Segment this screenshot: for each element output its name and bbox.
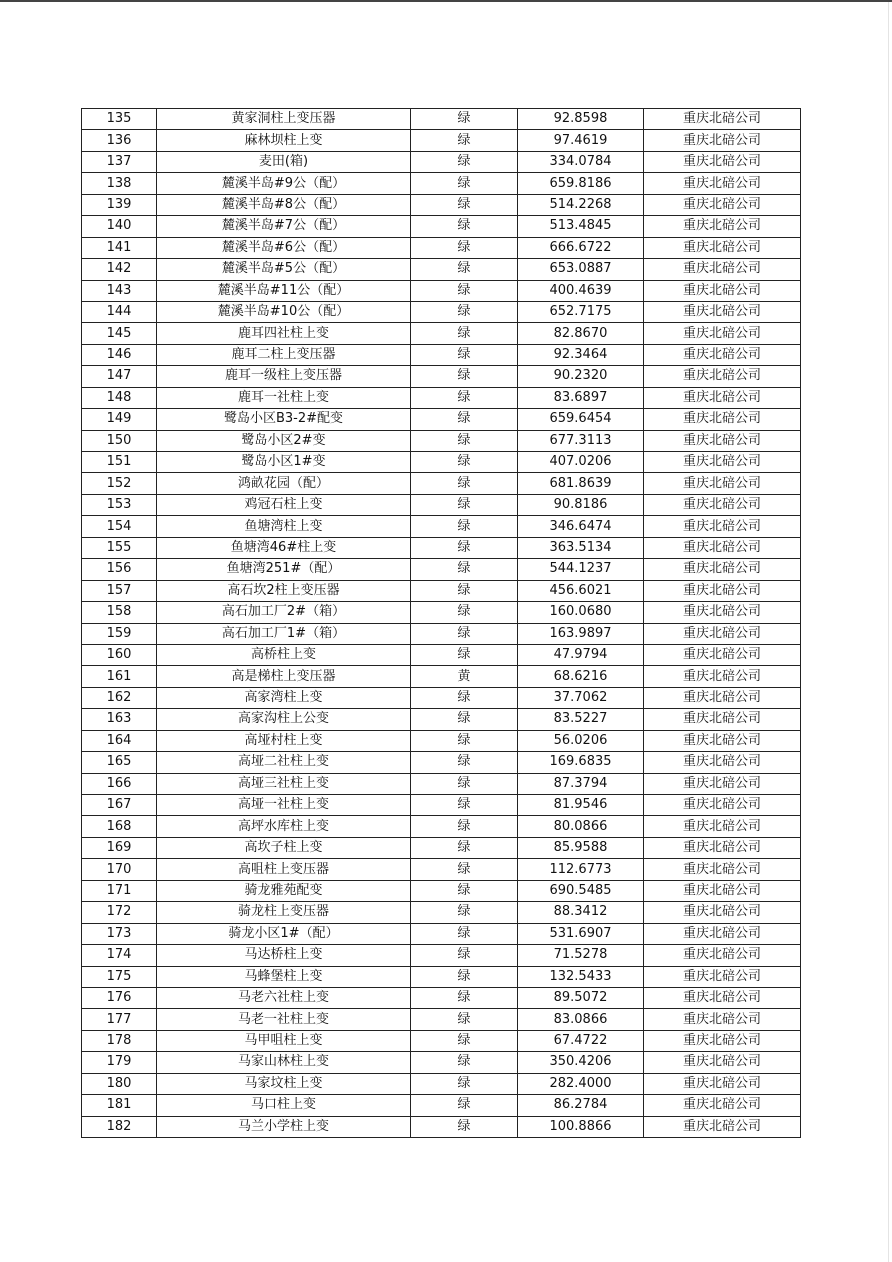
company-cell: 重庆北碚公司 <box>644 516 801 537</box>
row-number-cell: 166 <box>82 773 157 794</box>
transformer-name-cell: 高是梯柱上变压器 <box>157 666 411 687</box>
table-row <box>82 516 801 537</box>
transformer-name-cell: 高家湾柱上变 <box>157 687 411 708</box>
company-cell: 重庆北碚公司 <box>644 602 801 623</box>
status-color-cell: 黄 <box>411 666 518 687</box>
table-row <box>82 752 801 773</box>
company-cell: 重庆北碚公司 <box>644 151 801 172</box>
transformer-name-cell: 鹭岛小区B3-2#配变 <box>157 409 411 430</box>
table-row <box>82 537 801 558</box>
transformer-name-cell: 麓溪半岛#11公（配） <box>157 280 411 301</box>
row-number-cell: 163 <box>82 709 157 730</box>
row-number-cell: 155 <box>82 537 157 558</box>
company-cell: 重庆北碚公司 <box>644 923 801 944</box>
row-number-cell: 168 <box>82 816 157 837</box>
row-number-cell: 138 <box>82 173 157 194</box>
company-cell: 重庆北碚公司 <box>644 537 801 558</box>
row-number-cell: 145 <box>82 323 157 344</box>
table-row <box>82 194 801 215</box>
row-number-cell: 177 <box>82 1009 157 1030</box>
status-color-cell: 绿 <box>411 323 518 344</box>
transformer-name-cell: 鹭岛小区1#变 <box>157 452 411 473</box>
table-row <box>82 730 801 751</box>
value-cell: 677.3113 <box>518 430 644 451</box>
row-number-cell: 170 <box>82 859 157 880</box>
table-row <box>82 880 801 901</box>
row-number-cell: 182 <box>82 1116 157 1137</box>
status-color-cell: 绿 <box>411 923 518 944</box>
company-cell: 重庆北碚公司 <box>644 344 801 365</box>
value-cell: 87.3794 <box>518 773 644 794</box>
value-cell: 346.6474 <box>518 516 644 537</box>
table-row <box>82 580 801 601</box>
value-cell: 163.9897 <box>518 623 644 644</box>
transformer-name-cell: 高石加工厂2#（箱） <box>157 602 411 623</box>
row-number-cell: 148 <box>82 387 157 408</box>
status-color-cell: 绿 <box>411 516 518 537</box>
table-row <box>82 859 801 880</box>
company-cell: 重庆北碚公司 <box>644 1116 801 1137</box>
status-color-cell: 绿 <box>411 602 518 623</box>
company-cell: 重庆北碚公司 <box>644 409 801 430</box>
row-number-cell: 143 <box>82 280 157 301</box>
row-number-cell: 165 <box>82 752 157 773</box>
table-row <box>82 602 801 623</box>
status-color-cell: 绿 <box>411 301 518 322</box>
status-color-cell: 绿 <box>411 473 518 494</box>
row-number-cell: 169 <box>82 837 157 858</box>
status-color-cell: 绿 <box>411 344 518 365</box>
status-color-cell: 绿 <box>411 1116 518 1137</box>
row-number-cell: 176 <box>82 987 157 1008</box>
status-color-cell: 绿 <box>411 773 518 794</box>
row-number-cell: 147 <box>82 366 157 387</box>
company-cell: 重庆北碚公司 <box>644 1073 801 1094</box>
transformer-name-cell: 高垭一社柱上变 <box>157 795 411 816</box>
status-color-cell: 绿 <box>411 1052 518 1073</box>
value-cell: 88.3412 <box>518 902 644 923</box>
transformer-name-cell: 鸡冠石柱上变 <box>157 494 411 515</box>
status-color-cell: 绿 <box>411 752 518 773</box>
transformer-name-cell: 鹿耳二柱上变压器 <box>157 344 411 365</box>
company-cell: 重庆北碚公司 <box>644 366 801 387</box>
transformer-name-cell: 马家坟柱上变 <box>157 1073 411 1094</box>
status-color-cell: 绿 <box>411 109 518 130</box>
value-cell: 513.4845 <box>518 216 644 237</box>
status-color-cell: 绿 <box>411 880 518 901</box>
table-row <box>82 216 801 237</box>
table-row <box>82 773 801 794</box>
value-cell: 544.1237 <box>518 559 644 580</box>
transformer-name-cell: 鸿畝花园（配） <box>157 473 411 494</box>
company-cell: 重庆北碚公司 <box>644 194 801 215</box>
value-cell: 100.8866 <box>518 1116 644 1137</box>
row-number-cell: 150 <box>82 430 157 451</box>
transformer-name-cell: 高桥柱上变 <box>157 644 411 665</box>
status-color-cell: 绿 <box>411 216 518 237</box>
row-number-cell: 179 <box>82 1052 157 1073</box>
status-color-cell: 绿 <box>411 130 518 151</box>
status-color-cell: 绿 <box>411 430 518 451</box>
company-cell: 重庆北碚公司 <box>644 902 801 923</box>
table-row <box>82 923 801 944</box>
company-cell: 重庆北碚公司 <box>644 259 801 280</box>
value-cell: 67.4722 <box>518 1030 644 1051</box>
value-cell: 86.2784 <box>518 1095 644 1116</box>
row-number-cell: 167 <box>82 795 157 816</box>
row-number-cell: 172 <box>82 902 157 923</box>
status-color-cell: 绿 <box>411 859 518 880</box>
company-cell: 重庆北碚公司 <box>644 709 801 730</box>
status-color-cell: 绿 <box>411 194 518 215</box>
company-cell: 重庆北碚公司 <box>644 323 801 344</box>
row-number-cell: 173 <box>82 923 157 944</box>
value-cell: 681.8639 <box>518 473 644 494</box>
table-row <box>82 945 801 966</box>
transformer-name-cell: 马达桥柱上变 <box>157 945 411 966</box>
value-cell: 690.5485 <box>518 880 644 901</box>
company-cell: 重庆北碚公司 <box>644 109 801 130</box>
company-cell: 重庆北碚公司 <box>644 1030 801 1051</box>
status-color-cell: 绿 <box>411 409 518 430</box>
value-cell: 400.4639 <box>518 280 644 301</box>
value-cell: 85.9588 <box>518 837 644 858</box>
value-cell: 90.2320 <box>518 366 644 387</box>
row-number-cell: 149 <box>82 409 157 430</box>
table-row <box>82 816 801 837</box>
value-cell: 659.6454 <box>518 409 644 430</box>
value-cell: 71.5278 <box>518 945 644 966</box>
row-number-cell: 160 <box>82 644 157 665</box>
row-number-cell: 175 <box>82 966 157 987</box>
table-row <box>82 1073 801 1094</box>
transformer-name-cell: 麓溪半岛#7公（配） <box>157 216 411 237</box>
transformer-name-cell: 骑龙小区1#（配） <box>157 923 411 944</box>
company-cell: 重庆北碚公司 <box>644 216 801 237</box>
page-top-border <box>0 0 892 2</box>
status-color-cell: 绿 <box>411 1030 518 1051</box>
row-number-cell: 158 <box>82 602 157 623</box>
transformer-name-cell: 高石坎2柱上变压器 <box>157 580 411 601</box>
table-row <box>82 644 801 665</box>
transformer-name-cell: 高垭村柱上变 <box>157 730 411 751</box>
transformer-name-cell: 马家山林柱上变 <box>157 1052 411 1073</box>
company-cell: 重庆北碚公司 <box>644 173 801 194</box>
value-cell: 653.0887 <box>518 259 644 280</box>
company-cell: 重庆北碚公司 <box>644 1095 801 1116</box>
value-cell: 37.7062 <box>518 687 644 708</box>
value-cell: 97.4619 <box>518 130 644 151</box>
table-row <box>82 966 801 987</box>
value-cell: 112.6773 <box>518 859 644 880</box>
status-color-cell: 绿 <box>411 816 518 837</box>
transformer-name-cell: 麦田(箱) <box>157 151 411 172</box>
row-number-cell: 161 <box>82 666 157 687</box>
table-row <box>82 494 801 515</box>
table-row <box>82 795 801 816</box>
table-row <box>82 409 801 430</box>
status-color-cell: 绿 <box>411 280 518 301</box>
transformer-name-cell: 骑龙柱上变压器 <box>157 902 411 923</box>
row-number-cell: 157 <box>82 580 157 601</box>
table-row <box>82 1009 801 1030</box>
table-row <box>82 987 801 1008</box>
transformer-name-cell: 鹭岛小区2#变 <box>157 430 411 451</box>
row-number-cell: 151 <box>82 452 157 473</box>
value-cell: 81.9546 <box>518 795 644 816</box>
status-color-cell: 绿 <box>411 387 518 408</box>
status-color-cell: 绿 <box>411 366 518 387</box>
company-cell: 重庆北碚公司 <box>644 773 801 794</box>
table-row <box>82 130 801 151</box>
row-number-cell: 171 <box>82 880 157 901</box>
value-cell: 68.6216 <box>518 666 644 687</box>
table-row <box>82 259 801 280</box>
value-cell: 83.6897 <box>518 387 644 408</box>
transformer-name-cell: 高坪水库柱上变 <box>157 816 411 837</box>
transformer-name-cell: 麓溪半岛#5公（配） <box>157 259 411 280</box>
page-right-edge <box>888 2 889 1262</box>
transformer-name-cell: 麓溪半岛#10公（配） <box>157 301 411 322</box>
value-cell: 350.4206 <box>518 1052 644 1073</box>
row-number-cell: 139 <box>82 194 157 215</box>
status-color-cell: 绿 <box>411 1073 518 1094</box>
transformer-name-cell: 高石加工厂1#（箱） <box>157 623 411 644</box>
table-row <box>82 473 801 494</box>
transformer-name-cell: 鹿耳一社柱上变 <box>157 387 411 408</box>
status-color-cell: 绿 <box>411 945 518 966</box>
value-cell: 531.6907 <box>518 923 644 944</box>
status-color-cell: 绿 <box>411 730 518 751</box>
table-row <box>82 837 801 858</box>
company-cell: 重庆北碚公司 <box>644 752 801 773</box>
table-row <box>82 623 801 644</box>
table-row <box>82 387 801 408</box>
row-number-cell: 156 <box>82 559 157 580</box>
company-cell: 重庆北碚公司 <box>644 644 801 665</box>
table-row <box>82 237 801 258</box>
status-color-cell: 绿 <box>411 537 518 558</box>
company-cell: 重庆北碚公司 <box>644 945 801 966</box>
transformer-name-cell: 黄家洞柱上变压器 <box>157 109 411 130</box>
value-cell: 652.7175 <box>518 301 644 322</box>
row-number-cell: 152 <box>82 473 157 494</box>
table-row <box>82 344 801 365</box>
row-number-cell: 135 <box>82 109 157 130</box>
transformer-name-cell: 高咀柱上变压器 <box>157 859 411 880</box>
company-cell: 重庆北碚公司 <box>644 1052 801 1073</box>
status-color-cell: 绿 <box>411 902 518 923</box>
company-cell: 重庆北碚公司 <box>644 237 801 258</box>
status-color-cell: 绿 <box>411 987 518 1008</box>
row-number-cell: 146 <box>82 344 157 365</box>
row-number-cell: 136 <box>82 130 157 151</box>
transformer-name-cell: 鹿耳一级柱上变压器 <box>157 366 411 387</box>
transformer-name-cell: 马口柱上变 <box>157 1095 411 1116</box>
status-color-cell: 绿 <box>411 687 518 708</box>
transformer-table <box>81 108 801 1138</box>
company-cell: 重庆北碚公司 <box>644 816 801 837</box>
company-cell: 重庆北碚公司 <box>644 987 801 1008</box>
row-number-cell: 178 <box>82 1030 157 1051</box>
company-cell: 重庆北碚公司 <box>644 280 801 301</box>
row-number-cell: 144 <box>82 301 157 322</box>
value-cell: 659.8186 <box>518 173 644 194</box>
value-cell: 56.0206 <box>518 730 644 751</box>
table-row <box>82 902 801 923</box>
company-cell: 重庆北碚公司 <box>644 130 801 151</box>
value-cell: 132.5433 <box>518 966 644 987</box>
value-cell: 363.5134 <box>518 537 644 558</box>
transformer-name-cell: 麓溪半岛#9公（配） <box>157 173 411 194</box>
row-number-cell: 164 <box>82 730 157 751</box>
transformer-name-cell: 马兰小学柱上变 <box>157 1116 411 1137</box>
company-cell: 重庆北碚公司 <box>644 1009 801 1030</box>
transformer-name-cell: 骑龙雅苑配变 <box>157 880 411 901</box>
status-color-cell: 绿 <box>411 259 518 280</box>
status-color-cell: 绿 <box>411 151 518 172</box>
row-number-cell: 154 <box>82 516 157 537</box>
status-color-cell: 绿 <box>411 795 518 816</box>
transformer-name-cell: 鹿耳四社柱上变 <box>157 323 411 344</box>
table-row <box>82 1052 801 1073</box>
company-cell: 重庆北碚公司 <box>644 666 801 687</box>
value-cell: 456.6021 <box>518 580 644 601</box>
transformer-name-cell: 马甲咀柱上变 <box>157 1030 411 1051</box>
value-cell: 92.8598 <box>518 109 644 130</box>
table-row <box>82 709 801 730</box>
company-cell: 重庆北碚公司 <box>644 559 801 580</box>
value-cell: 83.0866 <box>518 1009 644 1030</box>
company-cell: 重庆北碚公司 <box>644 880 801 901</box>
row-number-cell: 174 <box>82 945 157 966</box>
row-number-cell: 162 <box>82 687 157 708</box>
company-cell: 重庆北碚公司 <box>644 795 801 816</box>
row-number-cell: 153 <box>82 494 157 515</box>
table-row <box>82 366 801 387</box>
value-cell: 47.9794 <box>518 644 644 665</box>
row-number-cell: 137 <box>82 151 157 172</box>
transformer-name-cell: 高坎子柱上变 <box>157 837 411 858</box>
company-cell: 重庆北碚公司 <box>644 837 801 858</box>
status-color-cell: 绿 <box>411 623 518 644</box>
value-cell: 90.8186 <box>518 494 644 515</box>
row-number-cell: 181 <box>82 1095 157 1116</box>
value-cell: 407.0206 <box>518 452 644 473</box>
status-color-cell: 绿 <box>411 1009 518 1030</box>
value-cell: 92.3464 <box>518 344 644 365</box>
status-color-cell: 绿 <box>411 580 518 601</box>
company-cell: 重庆北碚公司 <box>644 623 801 644</box>
value-cell: 89.5072 <box>518 987 644 1008</box>
table-row <box>82 301 801 322</box>
status-color-cell: 绿 <box>411 559 518 580</box>
transformer-name-cell: 马老一社柱上变 <box>157 1009 411 1030</box>
transformer-name-cell: 高垭二社柱上变 <box>157 752 411 773</box>
company-cell: 重庆北碚公司 <box>644 430 801 451</box>
company-cell: 重庆北碚公司 <box>644 494 801 515</box>
table-row <box>82 1116 801 1137</box>
transformer-name-cell: 鱼塘湾251#（配） <box>157 559 411 580</box>
table-row <box>82 173 801 194</box>
transformer-name-cell: 高家沟柱上公变 <box>157 709 411 730</box>
value-cell: 666.6722 <box>518 237 644 258</box>
status-color-cell: 绿 <box>411 173 518 194</box>
status-color-cell: 绿 <box>411 1095 518 1116</box>
company-cell: 重庆北碚公司 <box>644 966 801 987</box>
transformer-name-cell: 麓溪半岛#8公（配） <box>157 194 411 215</box>
value-cell: 169.6835 <box>518 752 644 773</box>
value-cell: 514.2268 <box>518 194 644 215</box>
table-body <box>82 109 801 1138</box>
company-cell: 重庆北碚公司 <box>644 452 801 473</box>
table-row <box>82 280 801 301</box>
status-color-cell: 绿 <box>411 644 518 665</box>
status-color-cell: 绿 <box>411 452 518 473</box>
value-cell: 80.0866 <box>518 816 644 837</box>
value-cell: 83.5227 <box>518 709 644 730</box>
row-number-cell: 140 <box>82 216 157 237</box>
transformer-name-cell: 高垭三社柱上变 <box>157 773 411 794</box>
table-row <box>82 666 801 687</box>
table-row <box>82 452 801 473</box>
status-color-cell: 绿 <box>411 837 518 858</box>
transformer-name-cell: 鱼塘湾柱上变 <box>157 516 411 537</box>
company-cell: 重庆北碚公司 <box>644 580 801 601</box>
value-cell: 82.8670 <box>518 323 644 344</box>
company-cell: 重庆北碚公司 <box>644 730 801 751</box>
row-number-cell: 141 <box>82 237 157 258</box>
company-cell: 重庆北碚公司 <box>644 301 801 322</box>
status-color-cell: 绿 <box>411 709 518 730</box>
table-row <box>82 1030 801 1051</box>
value-cell: 160.0680 <box>518 602 644 623</box>
status-color-cell: 绿 <box>411 966 518 987</box>
company-cell: 重庆北碚公司 <box>644 473 801 494</box>
status-color-cell: 绿 <box>411 494 518 515</box>
row-number-cell: 142 <box>82 259 157 280</box>
table-row <box>82 109 801 130</box>
transformer-name-cell: 麻林坝柱上变 <box>157 130 411 151</box>
table-row <box>82 559 801 580</box>
company-cell: 重庆北碚公司 <box>644 859 801 880</box>
company-cell: 重庆北碚公司 <box>644 687 801 708</box>
table-row <box>82 151 801 172</box>
transformer-name-cell: 马老六社柱上变 <box>157 987 411 1008</box>
table-row <box>82 687 801 708</box>
row-number-cell: 180 <box>82 1073 157 1094</box>
company-cell: 重庆北碚公司 <box>644 387 801 408</box>
table-row <box>82 430 801 451</box>
transformer-name-cell: 马蜂堡柱上变 <box>157 966 411 987</box>
value-cell: 282.4000 <box>518 1073 644 1094</box>
row-number-cell: 159 <box>82 623 157 644</box>
value-cell: 334.0784 <box>518 151 644 172</box>
status-color-cell: 绿 <box>411 237 518 258</box>
transformer-name-cell: 麓溪半岛#6公（配） <box>157 237 411 258</box>
table-row <box>82 323 801 344</box>
table-row <box>82 1095 801 1116</box>
transformer-name-cell: 鱼塘湾46#柱上变 <box>157 537 411 558</box>
